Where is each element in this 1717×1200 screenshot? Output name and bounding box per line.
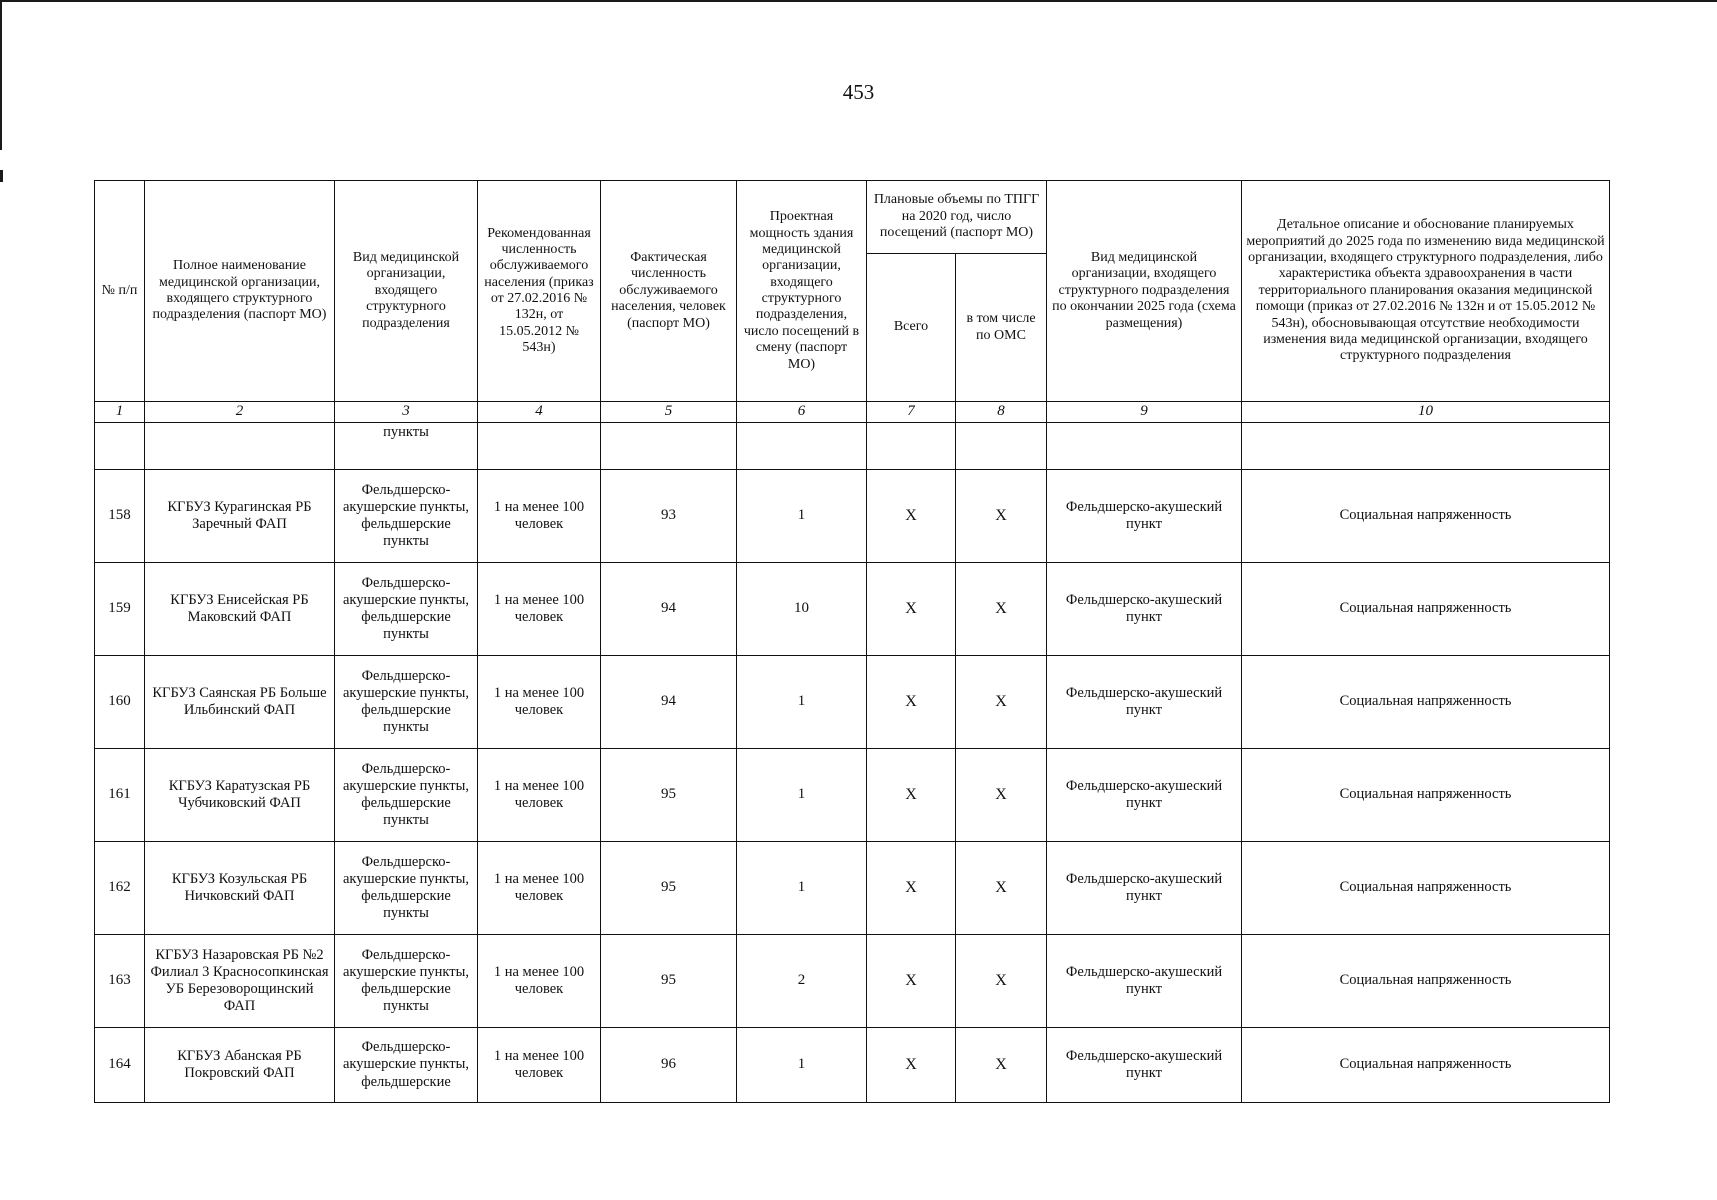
cell-empty: [956, 423, 1047, 470]
table-row: [95, 563, 1610, 656]
cell-organization-name: КГБУЗ Саянская РБ Больше Ильбинский ФАП: [145, 656, 335, 749]
cell-recommended-population: 1 на менее 100 человек: [478, 656, 601, 749]
cell-row-number: 158: [95, 470, 145, 563]
column-number: 1: [95, 402, 145, 423]
cell-oms: Х: [956, 842, 1047, 935]
column-number: 10: [1242, 402, 1610, 423]
cell-recommended-population: 1 на менее 100 человек: [478, 470, 601, 563]
cell-description: Социальная напряженность: [1242, 749, 1610, 842]
cell-organization-kind: Фельдшерско-акушерские пункты, фельдшерские пункты: [335, 563, 478, 656]
cell-recommended-population: 1 на менее 100 человек: [478, 563, 601, 656]
cell-kind-continued: пункты: [335, 423, 478, 470]
table-body: [95, 470, 1610, 1103]
cell-organization-kind: Фельдшерско-акушерские пункты, фельдшерские пункты: [335, 935, 478, 1028]
cell-organization-kind: Фельдшерско-акушерские пункты, фельдшерские: [335, 1028, 478, 1103]
scan-mark: [0, 170, 3, 182]
column-number: 2: [145, 402, 335, 423]
cell-empty: [737, 423, 867, 470]
cell-actual-population: 94: [601, 656, 737, 749]
facilities-table: [94, 180, 1610, 1103]
header-full-name: Полное наименование медицинской организации, входящего структурного подразделения (паспорт МО): [145, 181, 335, 402]
cell-design-capacity: 10: [737, 563, 867, 656]
column-number: 5: [601, 402, 737, 423]
header-oms: в том числе по ОМС: [956, 254, 1047, 402]
cell-empty: [1242, 423, 1610, 470]
cell-actual-population: 94: [601, 563, 737, 656]
cell-kind-2025: Фельдшерско-акушеский пункт: [1047, 563, 1242, 656]
header-number: № п/п: [95, 181, 145, 402]
cell-row-number: 164: [95, 1028, 145, 1103]
scan-edge-top: [0, 0, 1717, 2]
cell-organization-name: КГБУЗ Енисейская РБ Маковский ФАП: [145, 563, 335, 656]
column-number: 8: [956, 402, 1047, 423]
cell-oms: Х: [956, 656, 1047, 749]
cell-empty: [145, 423, 335, 470]
cell-description: Социальная напряженность: [1242, 935, 1610, 1028]
cell-recommended-population: 1 на менее 100 человек: [478, 935, 601, 1028]
cell-organization-kind: Фельдшерско-акушерские пункты, фельдшерские пункты: [335, 842, 478, 935]
cell-organization-name: КГБУЗ Каратузская РБ Чубчиковский ФАП: [145, 749, 335, 842]
cell-recommended-population: 1 на менее 100 человек: [478, 749, 601, 842]
table-row: [95, 935, 1610, 1028]
cell-organization-name: КГБУЗ Абанская РБ Покровский ФАП: [145, 1028, 335, 1103]
cell-row-number: 160: [95, 656, 145, 749]
cell-kind-2025: Фельдшерско-акушеский пункт: [1047, 656, 1242, 749]
header-planned-volumes: Плановые объемы по ТПГГ на 2020 год, число посещений (паспорт МО): [867, 181, 1047, 254]
cell-description: Социальная напряженность: [1242, 470, 1610, 563]
cell-design-capacity: 1: [737, 470, 867, 563]
cell-oms: Х: [956, 749, 1047, 842]
cell-total: Х: [867, 656, 956, 749]
cell-design-capacity: 1: [737, 1028, 867, 1103]
cell-recommended-population: 1 на менее 100 человек: [478, 1028, 601, 1103]
cell-total: Х: [867, 749, 956, 842]
cell-row-number: 159: [95, 563, 145, 656]
cell-empty: [1047, 423, 1242, 470]
cell-design-capacity: 1: [737, 842, 867, 935]
cell-row-number: 162: [95, 842, 145, 935]
cell-kind-2025: Фельдшерско-акушеский пункт: [1047, 935, 1242, 1028]
cell-organization-kind: Фельдшерско-акушерские пункты, фельдшерские пункты: [335, 470, 478, 563]
cell-oms: Х: [956, 935, 1047, 1028]
column-number: 3: [335, 402, 478, 423]
cell-oms: Х: [956, 563, 1047, 656]
cell-total: Х: [867, 470, 956, 563]
header-recommended-population: Рекомендованная численность обслуживаемого населения (приказ от 27.02.2016 № 132н, от 15.05.2012 № 543н): [478, 181, 601, 402]
cell-description: Социальная напряженность: [1242, 842, 1610, 935]
cell-organization-name: КГБУЗ Козульская РБ Ничковский ФАП: [145, 842, 335, 935]
column-number: 4: [478, 402, 601, 423]
table-row: [95, 656, 1610, 749]
continuation-row: [95, 423, 1610, 470]
cell-kind-2025: Фельдшерско-акушеский пункт: [1047, 1028, 1242, 1103]
cell-kind-2025: Фельдшерско-акушеский пункт: [1047, 749, 1242, 842]
header-total: Всего: [867, 254, 956, 402]
cell-oms: Х: [956, 1028, 1047, 1103]
header-actual-population: Фактическая численность обслуживаемого населения, человек (паспорт МО): [601, 181, 737, 402]
table-header: [95, 181, 1610, 402]
cell-row-number: 161: [95, 749, 145, 842]
cell-actual-population: 96: [601, 1028, 737, 1103]
cell-description: Социальная напряженность: [1242, 563, 1610, 656]
column-numbers-row: [95, 402, 1610, 423]
cell-design-capacity: 1: [737, 749, 867, 842]
cell-actual-population: 95: [601, 842, 737, 935]
page-number: 453: [842, 80, 875, 104]
cell-empty: [478, 423, 601, 470]
cell-recommended-population: 1 на менее 100 человек: [478, 842, 601, 935]
cell-total: Х: [867, 935, 956, 1028]
cell-actual-population: 95: [601, 749, 737, 842]
cell-empty: [601, 423, 737, 470]
cell-empty: [95, 423, 145, 470]
cell-kind-2025: Фельдшерско-акушеский пункт: [1047, 842, 1242, 935]
header-organization-kind: Вид медицинской организации, входящего структурного подразделения: [335, 181, 478, 402]
cell-design-capacity: 1: [737, 656, 867, 749]
column-number: 6: [737, 402, 867, 423]
header-description: Детальное описание и обоснование планируемых мероприятий до 2025 года по изменению вида медицинской организации, входящего структурного подразделения, либо характеристика объекта здравоохранения в части территориального планирования оказания медицинской помощи (приказ от 27.02.2016 № 132н и от 15.05.2012 № 543н), обосновывающая отсутствие необходимости изменения вида медицинской организации, входящего структурного подразделения: [1242, 181, 1610, 402]
cell-description: Социальная напряженность: [1242, 656, 1610, 749]
cell-kind-2025: Фельдшерско-акушеский пункт: [1047, 470, 1242, 563]
cell-total: Х: [867, 1028, 956, 1103]
cell-description: Социальная напряженность: [1242, 1028, 1610, 1103]
cell-design-capacity: 2: [737, 935, 867, 1028]
column-number: 9: [1047, 402, 1242, 423]
column-number: 7: [867, 402, 956, 423]
table-row: [95, 749, 1610, 842]
table-row: [95, 1028, 1610, 1103]
cell-organization-kind: Фельдшерско-акушерские пункты, фельдшерские пункты: [335, 749, 478, 842]
cell-total: Х: [867, 842, 956, 935]
header-design-capacity: Проектная мощность здания медицинской организации, входящего структурного подразделения, число посещений в смену (паспорт МО): [737, 181, 867, 402]
scan-edge-left: [0, 0, 2, 150]
cell-organization-name: КГБУЗ Курагинская РБ Заречный ФАП: [145, 470, 335, 563]
cell-actual-population: 95: [601, 935, 737, 1028]
cell-empty: [867, 423, 956, 470]
cell-actual-population: 93: [601, 470, 737, 563]
table-row: [95, 470, 1610, 563]
cell-oms: Х: [956, 470, 1047, 563]
cell-organization-kind: Фельдшерско-акушерские пункты, фельдшерские пункты: [335, 656, 478, 749]
cell-total: Х: [867, 563, 956, 656]
table-row: [95, 842, 1610, 935]
header-kind-2025: Вид медицинской организации, входящего структурного подразделения по окончании 2025 года (схема размещения): [1047, 181, 1242, 402]
cell-organization-name: КГБУЗ Назаровская РБ №2 Филиал 3 Красносопкинская УБ Березоворощинский ФАП: [145, 935, 335, 1028]
cell-row-number: 163: [95, 935, 145, 1028]
